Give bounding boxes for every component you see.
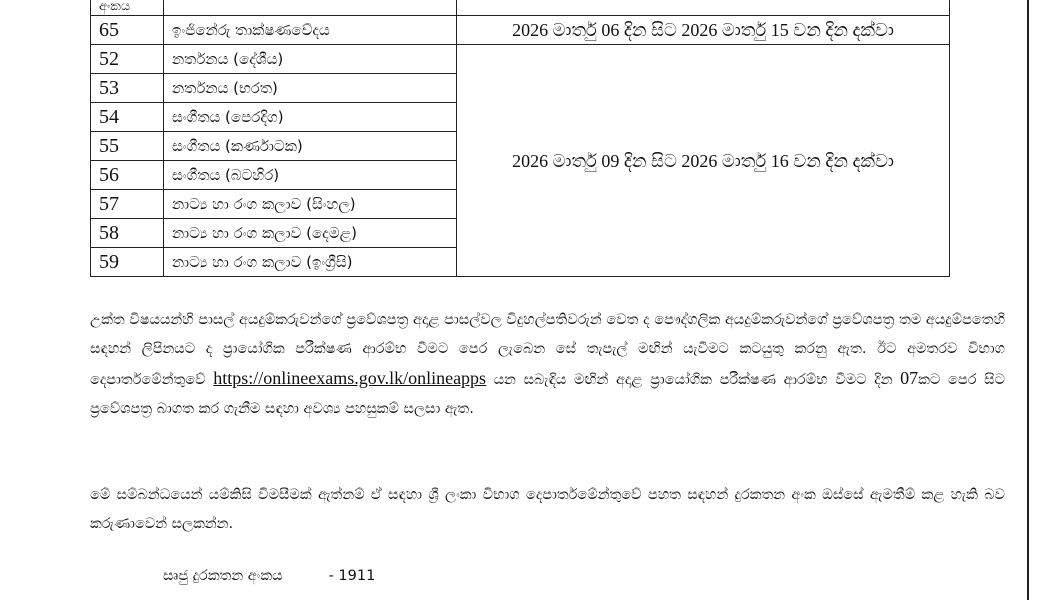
subject-name: නාට්‍ය හා රංග කලාව (දෙමළ) <box>164 219 457 248</box>
days-count: 07 <box>900 368 919 388</box>
table-header-row <box>91 0 950 16</box>
subject-code: 55 <box>91 132 164 161</box>
paragraph-text: උක්ත විෂයයන්හි පාසල් අයදුම්කරුවන්ගේ ප්‍රවේශපත්‍ර අදාළ පාසල්වල විදුහල්පතිවරුන් වෙත ද පෞද්ගලික අයදුම්කරුවන්ගේ ප්‍රවේශපත්‍ර තම අයදුම්පතෙහි සඳහන් ලිපිනයට ද ප්‍රායෝගික පරීක්ෂණ ආරම්භ වීමට පෙර ලැබෙන සේ තැපැල් මඟින් යැවීමට කටයුතු කරනු ඇත. ඊට අමතරව විභාග දෙපාර්තමේන්තුවේ <box>90 312 1005 388</box>
contact-number: - 1911 <box>328 568 376 584</box>
subject-name: නර්තනය (දේශීය) <box>164 45 457 74</box>
header-dates-cell <box>457 0 950 16</box>
table-row <box>91 45 950 74</box>
contact-label: සෘජු දුරකතන අංකය <box>163 568 283 584</box>
header-code-cell: අංකය <box>91 0 164 16</box>
inquiry-paragraph: මේ සම්බන්ධයෙන් යම්කිසි විමසීමක් ඇත්නම් ඒ සඳහා ශ්‍රී ලංකා විභාග දෙපාර්තමේන්තුවේ පහත සඳහන් දුරකතන අංක ඔස්සේ ඇමතීම් කළ හැකි බව කරුණාවෙන් සලකන්න. <box>90 487 1005 532</box>
merged-exam-dates: 2026 මාර්තු 09 දින සිට 2026 මාර්තු 16 වන දින දක්වා <box>457 45 950 277</box>
subject-name: නාට්‍ය හා රංග කලාව (ඉංග්‍රීසි) <box>164 248 457 277</box>
subject-code: 58 <box>91 219 164 248</box>
subject-name: නර්තනය (භරත) <box>164 74 457 103</box>
link-path[interactable]: /onlineapps <box>403 368 487 388</box>
page-border <box>1027 0 1029 600</box>
table-row <box>91 16 950 45</box>
header-subject-cell <box>164 0 457 16</box>
subject-name: නාට්‍ය හා රංග කලාව (සිංහල) <box>164 190 457 219</box>
subject-name: සංගීතය (බටහිර) <box>164 161 457 190</box>
online-exams-link[interactable] <box>213 368 486 388</box>
paragraph-text: යන සබැඳිය මඟින් අදාළ ප්‍රායෝගික පරීක්ෂණ ආරම්භ වීමට දින <box>486 372 901 388</box>
admission-card-paragraph <box>90 306 1005 424</box>
practical-exam-schedule-table <box>90 0 950 277</box>
subject-code: 59 <box>91 248 164 277</box>
subject-code: 57 <box>91 190 164 219</box>
subject-code: 54 <box>91 103 164 132</box>
subject-name: ඉංජිනේරු තාක්ෂණවේදය <box>164 16 457 45</box>
subject-code: 56 <box>91 161 164 190</box>
paragraph-text: කට පෙර සිට ප්‍රවේශපත්‍ර බාගත කර ගැනීම සඳහා අවශ්‍ය පහසුකම් සලසා ඇත. <box>90 372 1005 417</box>
exam-dates: 2026 මාර්තු 06 දින සිට 2026 මාර්තු 15 වන දින දක්වා <box>457 16 950 45</box>
subject-name: සංගීතය (කර්ණාටක) <box>164 132 457 161</box>
subject-name: සංගීතය (පෙරදිග) <box>164 103 457 132</box>
subject-code: 65 <box>91 16 164 45</box>
subject-code: 53 <box>91 74 164 103</box>
subject-code: 52 <box>91 45 164 74</box>
contact-line <box>163 568 375 584</box>
link-domain[interactable]: https://onlineexams.gov.lk <box>213 368 404 388</box>
